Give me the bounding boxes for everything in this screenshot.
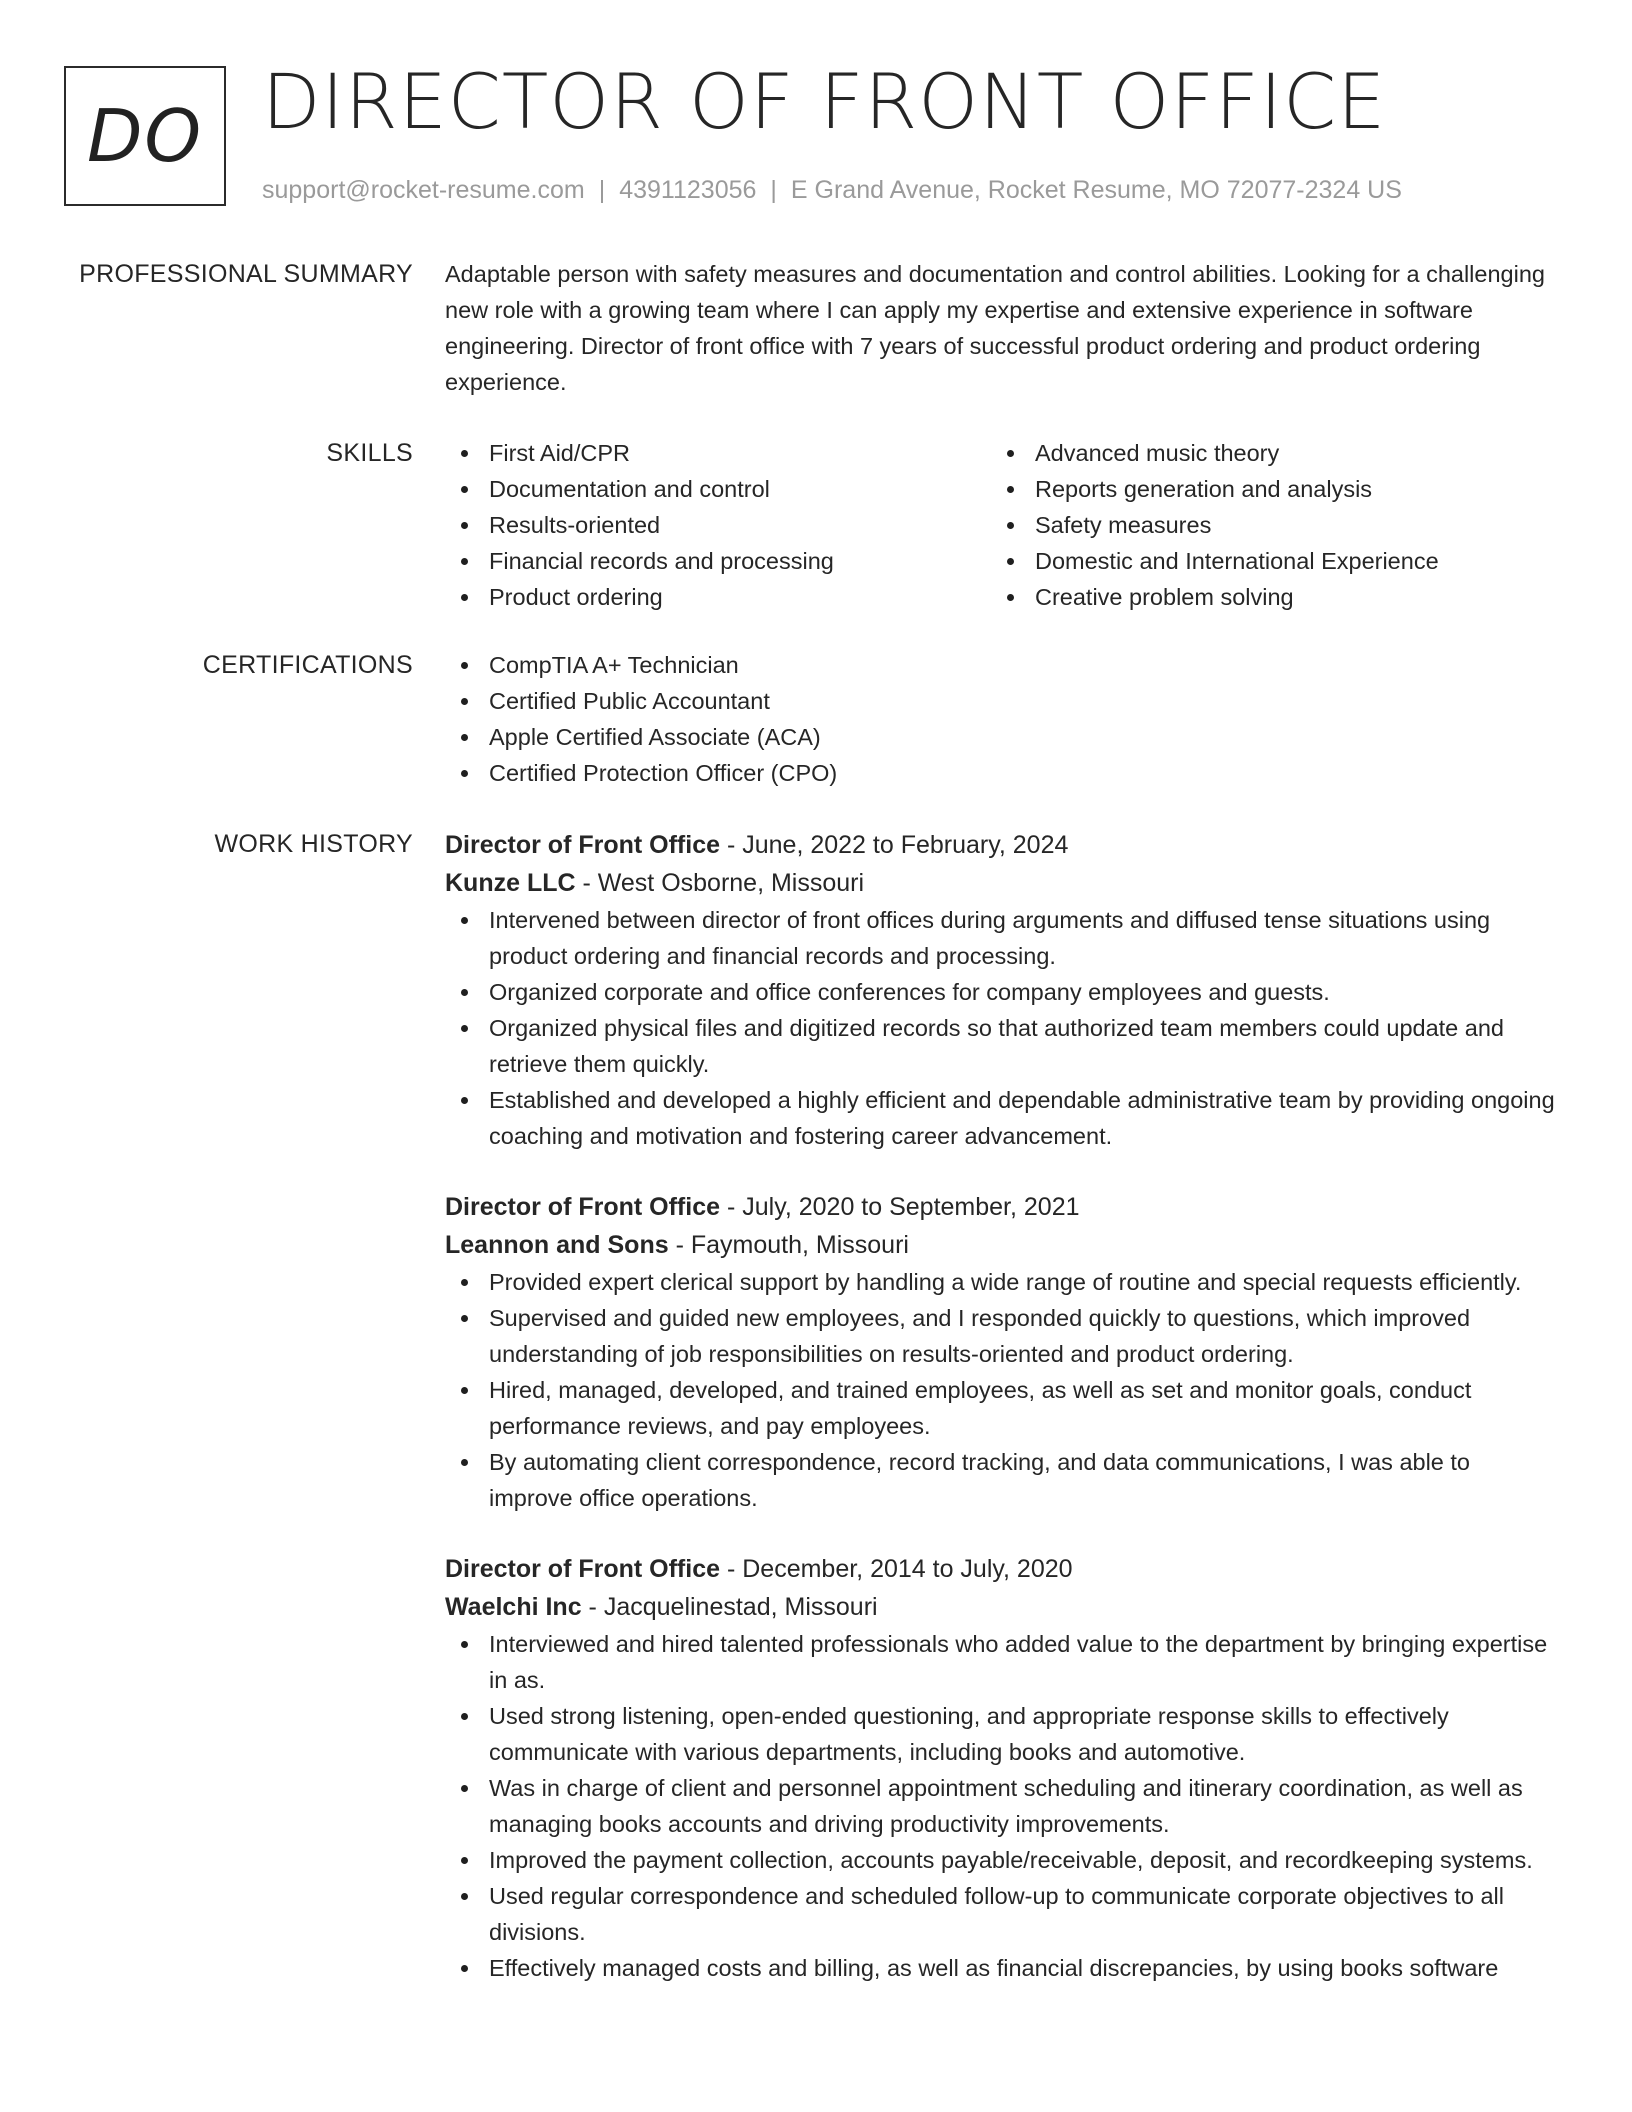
job-duties-list xyxy=(445,1264,1560,1516)
job-dates: - June, 2022 to February, 2024 xyxy=(720,831,1069,859)
skill-item: Documentation and control xyxy=(445,471,991,507)
skill-item: Reports generation and analysis xyxy=(991,471,1537,507)
certifications-list xyxy=(445,647,1560,791)
job-company-line xyxy=(445,1226,1560,1264)
job-dates: - December, 2014 to July, 2020 xyxy=(720,1555,1073,1583)
skills-body xyxy=(445,435,1560,615)
skill-item: Financial records and processing xyxy=(445,543,991,579)
job-role-line xyxy=(445,826,1560,864)
skills-list-left xyxy=(445,435,991,615)
certification-item: Certified Public Accountant xyxy=(445,683,1560,719)
contact-line xyxy=(262,174,1402,207)
skill-item: Safety measures xyxy=(991,507,1537,543)
monogram-text: DO xyxy=(86,94,204,178)
job-duty-item: Interviewed and hired talented professionals who added value to the department by bringing expertise in as. xyxy=(445,1626,1560,1698)
job-duties-list xyxy=(445,1626,1560,1986)
job-entry xyxy=(445,1550,1560,1986)
summary-body xyxy=(445,256,1560,400)
job-company-line xyxy=(445,1588,1560,1626)
skills-list-right xyxy=(991,435,1537,615)
job-duty-item: Used regular correspondence and scheduled follow-up to communicate corporate objectives to all divisions. xyxy=(445,1878,1560,1950)
section-title-skills: SKILLS xyxy=(326,439,413,467)
job-location: - Faymouth, Missouri xyxy=(668,1231,909,1259)
job-role-line xyxy=(445,1188,1560,1226)
contact-separator: | xyxy=(598,176,606,204)
job-duty-item: Organized corporate and office conferences for company employees and guests. xyxy=(445,974,1560,1010)
job-duty-item: Improved the payment collection, accounts payable/receivable, deposit, and recordkeeping systems. xyxy=(445,1842,1560,1878)
skill-item: Results-oriented xyxy=(445,507,991,543)
job-duty-item: Used strong listening, open-ended questioning, and appropriate response skills to effectively communicate with various departments, including books and automotive. xyxy=(445,1698,1560,1770)
skill-item: Creative problem solving xyxy=(991,579,1537,615)
contact-separator: | xyxy=(770,176,777,204)
job-company: Leannon and Sons xyxy=(445,1231,669,1259)
job-location: - Jacquelinestad, Missouri xyxy=(581,1593,878,1621)
job-role: Director of Front Office xyxy=(445,831,721,859)
section-title-certifications: CERTIFICATIONS xyxy=(202,651,413,679)
job-duty-item: By automating client correspondence, record tracking, and data communications, I was able to improve office operations. xyxy=(445,1444,1560,1516)
contact-email: support@rocket-resume.com xyxy=(262,176,585,204)
job-duty-item: Supervised and guided new employees, and I responded quickly to questions, which improved understanding of job responsibilities on results-oriented and product ordering. xyxy=(445,1300,1560,1372)
job-duty-item: Hired, managed, developed, and trained employees, as well as set and monitor goals, conduct performance reviews, and pay employees. xyxy=(445,1372,1560,1444)
job-duty-item: Intervened between director of front offices during arguments and diffused tense situations using product ordering and financial records and processing. xyxy=(445,902,1560,974)
skills-grid xyxy=(445,435,1560,615)
job-duty-item: Was in charge of client and personnel appointment scheduling and itinerary coordination, as well as managing books accounts and driving productivity improvements. xyxy=(445,1770,1560,1842)
job-duties-list xyxy=(445,902,1560,1154)
section-title-work-history: WORK HISTORY xyxy=(214,830,413,858)
job-role: Director of Front Office xyxy=(445,1193,721,1221)
resume-name: DIRECTOR OF FRONT OFFICE xyxy=(262,57,1387,146)
job-location: - West Osborne, Missouri xyxy=(575,869,865,897)
job-role: Director of Front Office xyxy=(445,1555,721,1583)
work-history-body xyxy=(445,826,1560,2020)
job-company-line xyxy=(445,864,1560,902)
skill-item: Advanced music theory xyxy=(991,435,1537,471)
job-dates: - July, 2020 to September, 2021 xyxy=(720,1193,1080,1221)
skill-item: Domestic and International Experience xyxy=(991,543,1537,579)
job-entry xyxy=(445,1188,1560,1516)
job-company: Waelchi Inc xyxy=(445,1593,582,1621)
section-title-summary: PROFESSIONAL SUMMARY xyxy=(79,260,413,288)
certification-item: Certified Protection Officer (CPO) xyxy=(445,755,1560,791)
certifications-body xyxy=(445,647,1560,791)
monogram-badge xyxy=(64,66,226,206)
job-duty-item: Effectively managed costs and billing, as well as financial discrepancies, by using books software xyxy=(445,1950,1560,1986)
contact-address: E Grand Avenue, Rocket Resume, MO 72077-2324 US xyxy=(790,176,1402,204)
summary-text: Adaptable person with safety measures and documentation and control abilities. Looking for a challenging new role with a growing team where I can apply my expertise and extensive experience in software engineering. Director of front office with 7 years of successful product ordering and product ordering experience. xyxy=(445,261,1545,395)
job-entry xyxy=(445,826,1560,1154)
skill-item: Product ordering xyxy=(445,579,991,615)
certification-item: Apple Certified Associate (ACA) xyxy=(445,719,1560,755)
certification-item: CompTIA A+ Technician xyxy=(445,647,1560,683)
job-company: Kunze LLC xyxy=(445,869,576,897)
job-duty-item: Established and developed a highly efficient and dependable administrative team by providing ongoing coaching and motivation and fostering career advancement. xyxy=(445,1082,1560,1154)
job-role-line xyxy=(445,1550,1560,1588)
job-duty-item: Provided expert clerical support by handling a wide range of routine and special requests efficiently. xyxy=(445,1264,1560,1300)
contact-phone: 4391123056 xyxy=(619,176,757,204)
skill-item: First Aid/CPR xyxy=(445,435,991,471)
job-duty-item: Organized physical files and digitized records so that authorized team members could update and retrieve them quickly. xyxy=(445,1010,1560,1082)
